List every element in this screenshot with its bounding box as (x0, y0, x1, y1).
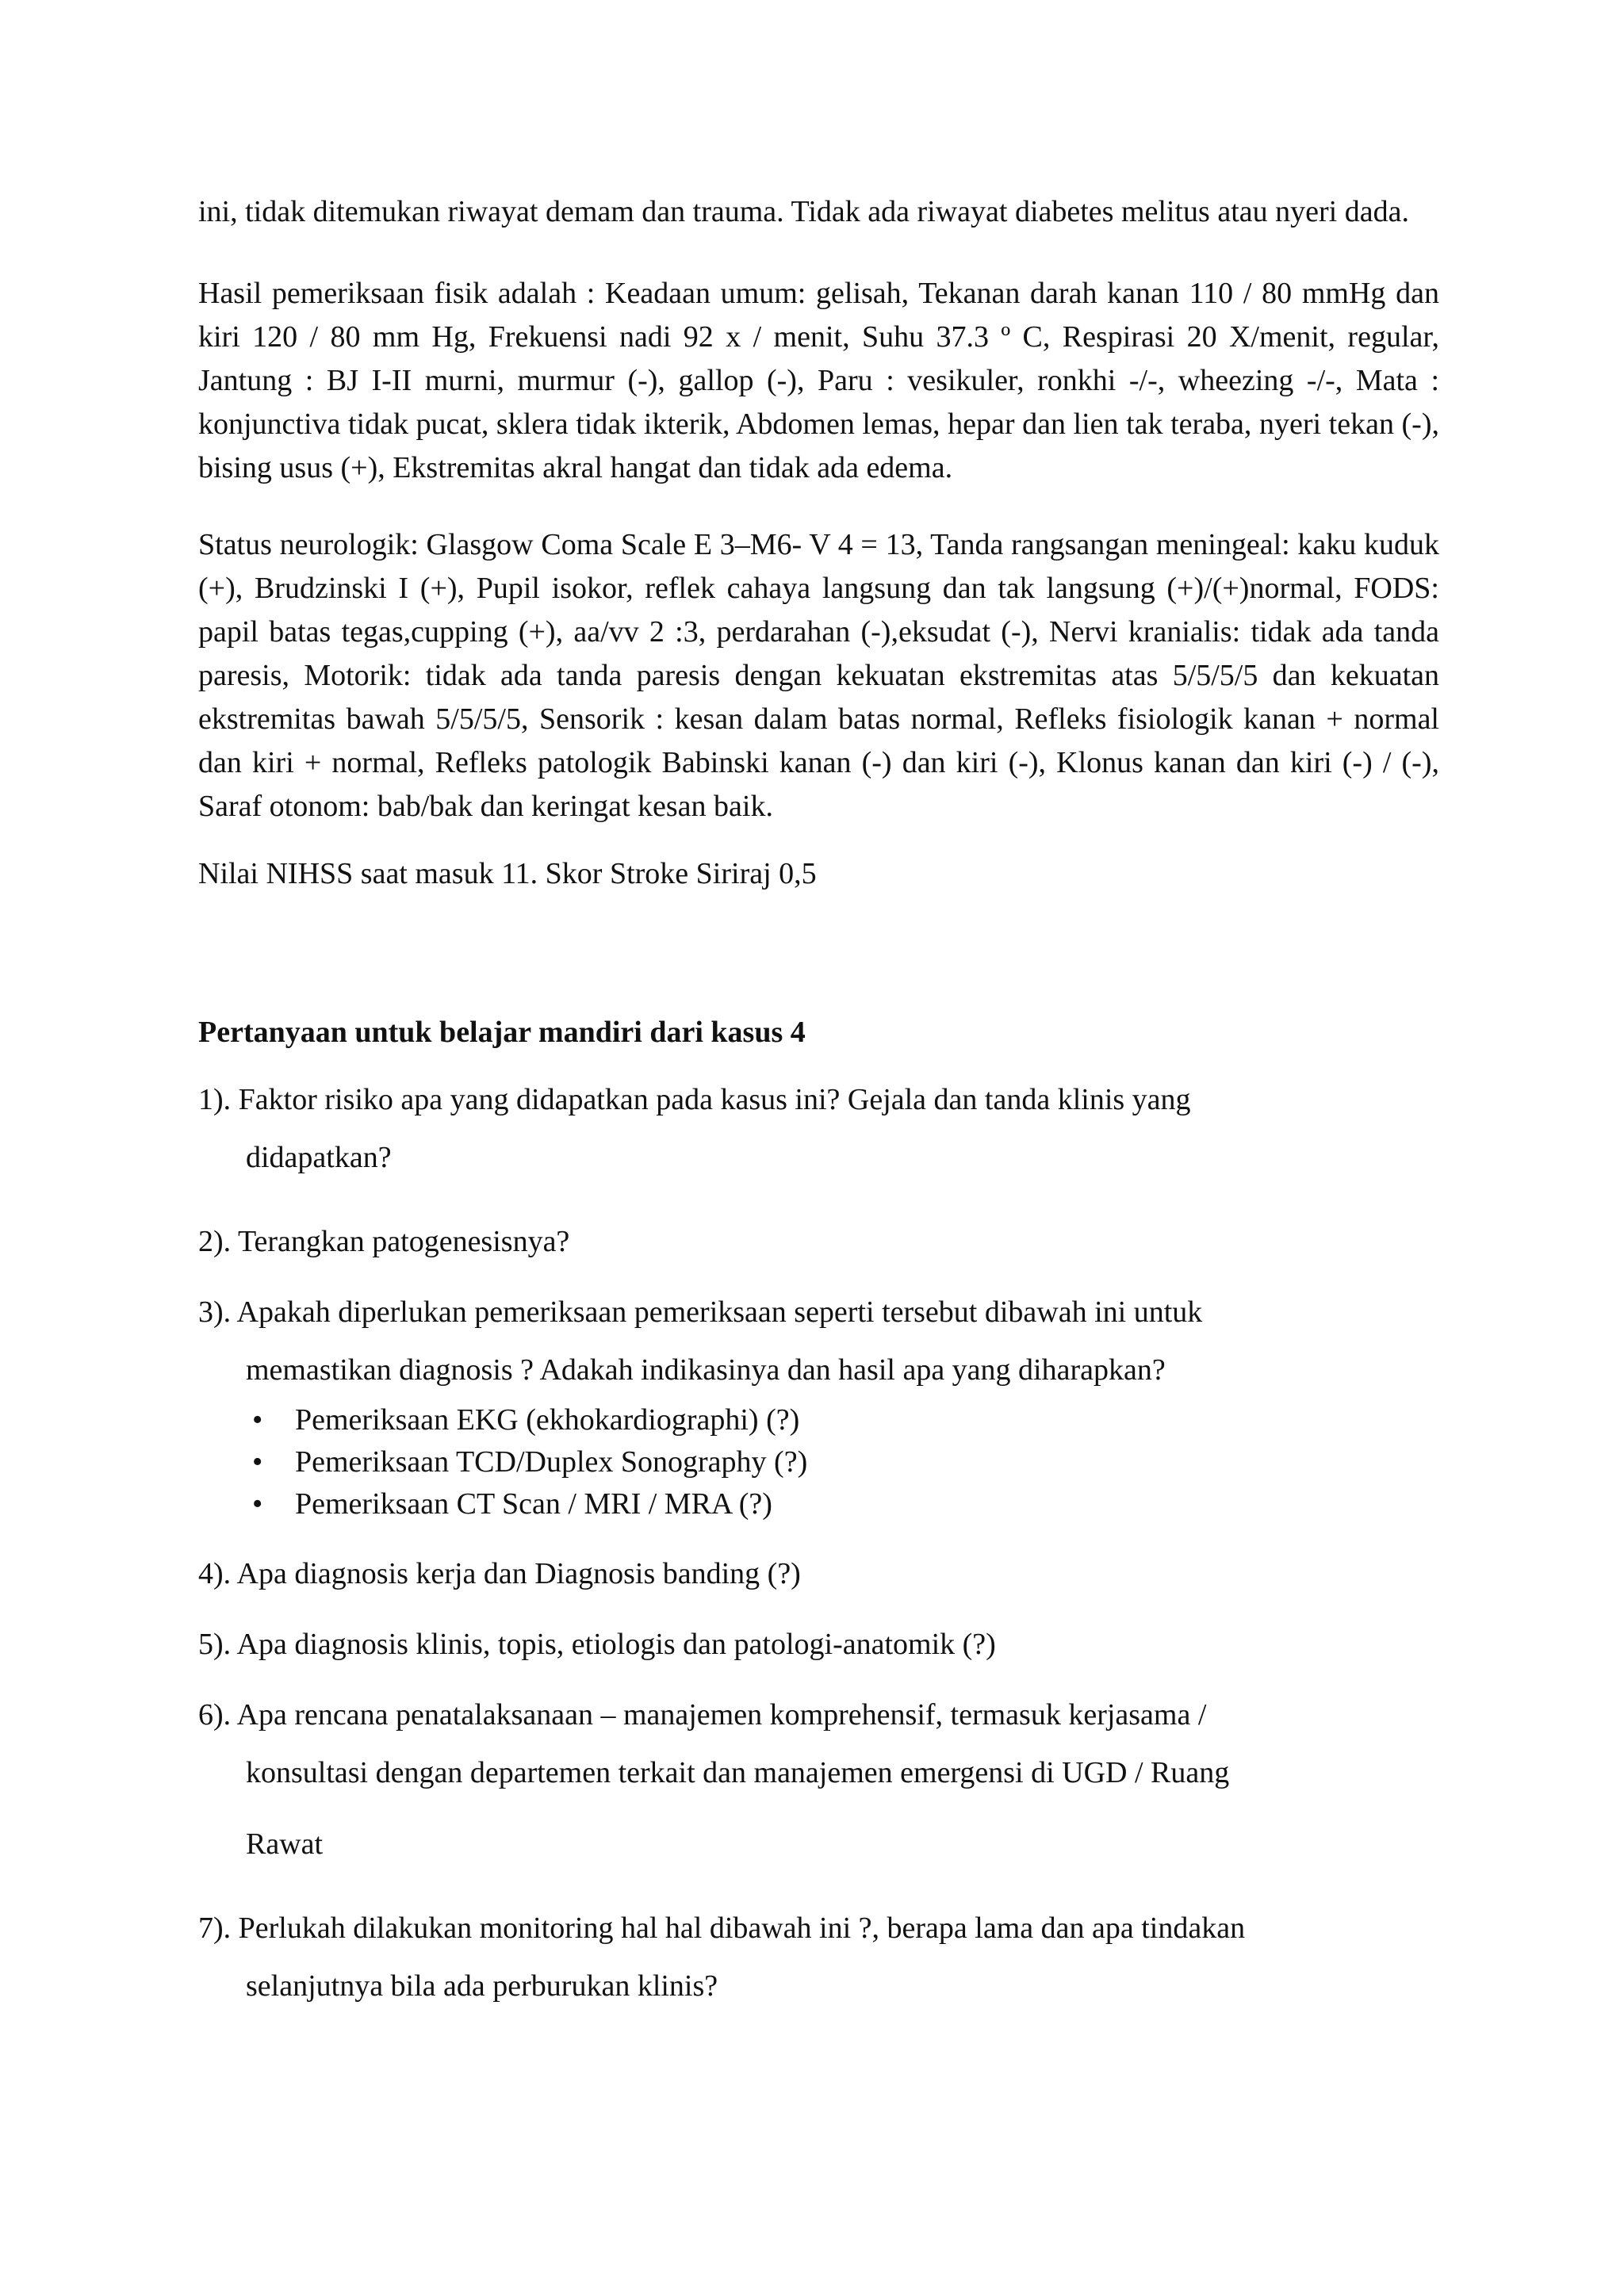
list-item (198, 1483, 1439, 1525)
question-3-text: 3). Apakah diperlukan pemeriksaan pemeriksaan seperti tersebut dibawah ini untuk (198, 1295, 1203, 1329)
question-4-text: 4). Apa diagnosis kerja dan Diagnosis banding (?) (198, 1557, 801, 1590)
list-item (198, 1399, 1439, 1441)
question-2 (198, 1220, 1439, 1264)
question-3-continuation: memastikan diagnosis ? Adakah indikasinya dan hasil apa yang diharapkan? (246, 1353, 1166, 1387)
question-1-continuation: didapatkan? (246, 1141, 392, 1174)
paragraph-history: ini, tidak ditemukan riwayat demam dan trauma. Tidak ada riwayat diabetes melitus atau nyeri dada. (198, 195, 1409, 228)
bullet-icon: • (252, 1445, 263, 1479)
question-6 (198, 1693, 1439, 1880)
questions-heading: Pertanyaan untuk belajar mandiri dari kasus 4 (198, 1016, 806, 1049)
document-body (198, 190, 1439, 2049)
list-item-text: Pemeriksaan TCD/Duplex Sonography (?) (295, 1445, 808, 1479)
bullet-icon: • (252, 1403, 263, 1437)
question-6-text: 6). Apa rencana penatalaksanaan – manajemen komprehensif, termasuk kerjasama / (198, 1698, 1207, 1732)
question-6-continuation-1: konsultasi dengan departemen terkait dan manajemen emergensi di UGD / Ruang (246, 1756, 1230, 1789)
question-2-text: 2). Terangkan patogenesisnya? (198, 1225, 570, 1258)
question-6-continuation-2: Rawat (246, 1827, 324, 1861)
paragraph-nihss-score: Nilai NIHSS saat masuk 11. Skor Stroke Siriraj 0,5 (198, 857, 817, 890)
question-4 (198, 1552, 1439, 1596)
question-5 (198, 1623, 1439, 1667)
list-item-text: Pemeriksaan CT Scan / MRI / MRA (?) (295, 1487, 772, 1521)
question-7 (198, 1907, 1439, 2022)
paragraph-physical-exam: Hasil pemeriksaan fisik adalah : Keadaan umum: gelisah, Tekanan darah kanan 110 / 80 mmHg dan kiri 120 / 80 mm Hg, Frekuensi nadi 92 x / menit, Suhu 37.3 º C, Respirasi 20 X/menit, regular, Jantung : BJ I-II murni, murmur (-), gallop (-), Paru : vesikuler, ronkhi -/-, wheezing -/-, Mata : konjunctiva tidak pucat, sklera tidak ikterik, Abdomen lemas, hepar dan lien tak teraba, nyeri tekan (-), bising usus (+), Ekstremitas akral hangat dan tidak ada edema. (198, 277, 1439, 484)
question-5-text: 5). Apa diagnosis klinis, topis, etiologis dan patologi-anatomik (?) (198, 1628, 996, 1661)
question-7-text: 7). Perlukah dilakukan monitoring hal hal dibawah ini ?, berapa lama dan apa tindakan (198, 1911, 1246, 1945)
question-1-text: 1). Faktor risiko apa yang didapatkan pada kasus ini? Gejala dan tanda klinis yang (198, 1083, 1191, 1116)
question-7-continuation: selanjutnya bila ada perburukan klinis? (246, 1969, 718, 2003)
list-item (198, 1441, 1439, 1483)
list-item-text: Pemeriksaan EKG (ekhokardiographi) (?) (295, 1403, 800, 1437)
exam-list (198, 1399, 1439, 1525)
paragraph-neurological-status: Status neurologik: Glasgow Coma Scale E 3–M6- V 4 = 13, Tanda rangsangan meningeal: kaku kuduk (+), Brudzinski I (+), Pupil isokor, reflek cahaya langsung dan tak langsung (+)/(+)normal, FODS: papil batas tegas,cupping (+), aa/vv 2 :3, perdarahan (-),eksudat (-), Nervi kranialis: tidak ada tanda paresis, Motorik: tidak ada tanda paresis dengan kekuatan ekstremitas atas 5/5/5/5 dan kekuatan ekstremitas bawah 5/5/5/5, Sensorik : kesan dalam batas normal, Refleks fisiologik kanan + normal dan kiri + normal, Refleks patologik Babinski kanan (-) dan kiri (-), Klonus kanan dan kiri (-) / (-), Saraf otonom: bab/bak dan keringat kesan baik. (198, 528, 1439, 823)
bullet-icon: • (252, 1487, 263, 1521)
question-3 (198, 1291, 1439, 1525)
question-1 (198, 1078, 1439, 1193)
